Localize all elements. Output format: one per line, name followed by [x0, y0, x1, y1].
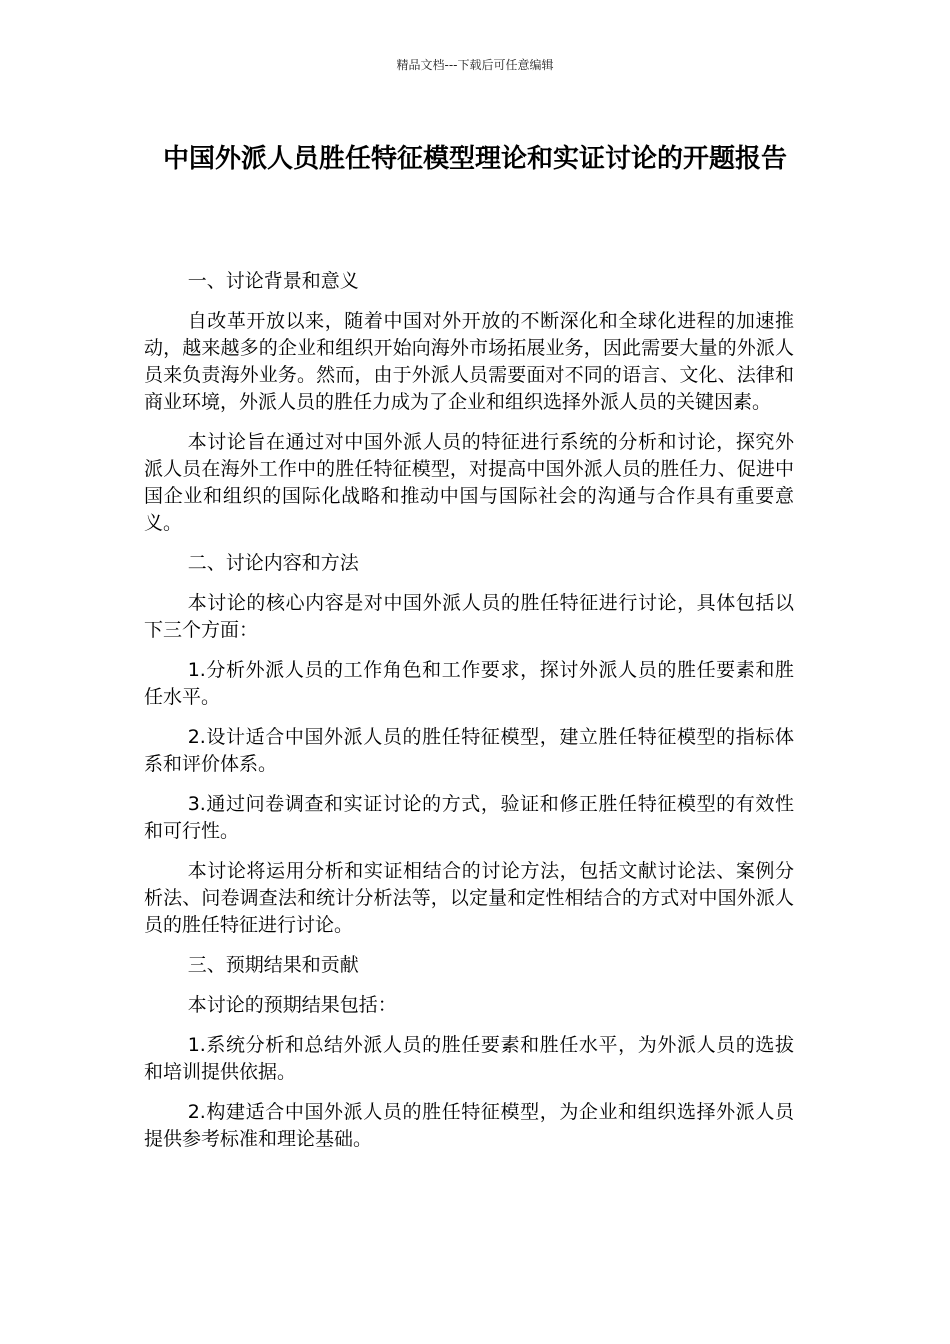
section-heading-background: 一、讨论背景和意义 — [187, 270, 359, 292]
document-body — [144, 268, 794, 1166]
list-item: 2.构建适合中国外派人员的胜任特征模型，为企业和组织选择外派人员提供参考标准和理论基础。 — [144, 1101, 794, 1150]
list-item: 3.通过问卷调查和实证讨论的方式，验证和修正胜任特征模型的有效性和可行性。 — [144, 793, 794, 842]
paragraph: 本讨论的预期结果包括： — [187, 994, 397, 1016]
page-header: 精品文档---下载后可任意编辑 — [396, 58, 554, 72]
list-item: 1.系统分析和总结外派人员的胜任要素和胜任水平，为外派人员的选拔和培训提供依据。 — [144, 1034, 794, 1083]
list-item: 1.分析外派人员的工作角色和工作要求，探讨外派人员的胜任要素和胜任水平。 — [144, 659, 794, 708]
document-title: 中国外派人员胜任特征模型理论和实证讨论的开题报告 — [162, 144, 787, 174]
section-heading-expected-results: 三、预期结果和贡献 — [187, 954, 359, 976]
paragraph: 本讨论的核心内容是对中国外派人员的胜任特征进行讨论，具体包括以下三个方面： — [144, 592, 794, 641]
paragraph: 本讨论将运用分析和实证相结合的讨论方法，包括文献讨论法、案例分析法、问卷调查法和统计分析法等，以定量和定性相结合的方式对中国外派人员的胜任特征进行讨论。 — [144, 860, 794, 936]
section-heading-content-methods: 二、讨论内容和方法 — [187, 552, 359, 574]
paragraph: 本讨论旨在通过对中国外派人员的特征进行系统的分析和讨论，探究外派人员在海外工作中的胜任特征模型，对提高中国外派人员的胜任力、促进中国企业和组织的国际化战略和推动中国与国际社会的沟通与合作具有重要意义。 — [144, 431, 794, 534]
paragraph: 自改革开放以来，随着中国对外开放的不断深化和全球化进程的加速推动，越来越多的企业和组织开始向海外市场拓展业务，因此需要大量的外派人员来负责海外业务。然而，由于外派人员需要面对不同的语言、文化、法律和商业环境，外派人员的胜任力成为了企业和组织选择外派人员的关键因素。 — [144, 310, 794, 413]
list-item: 2.设计适合中国外派人员的胜任特征模型，建立胜任特征模型的指标体系和评价体系。 — [144, 726, 794, 775]
